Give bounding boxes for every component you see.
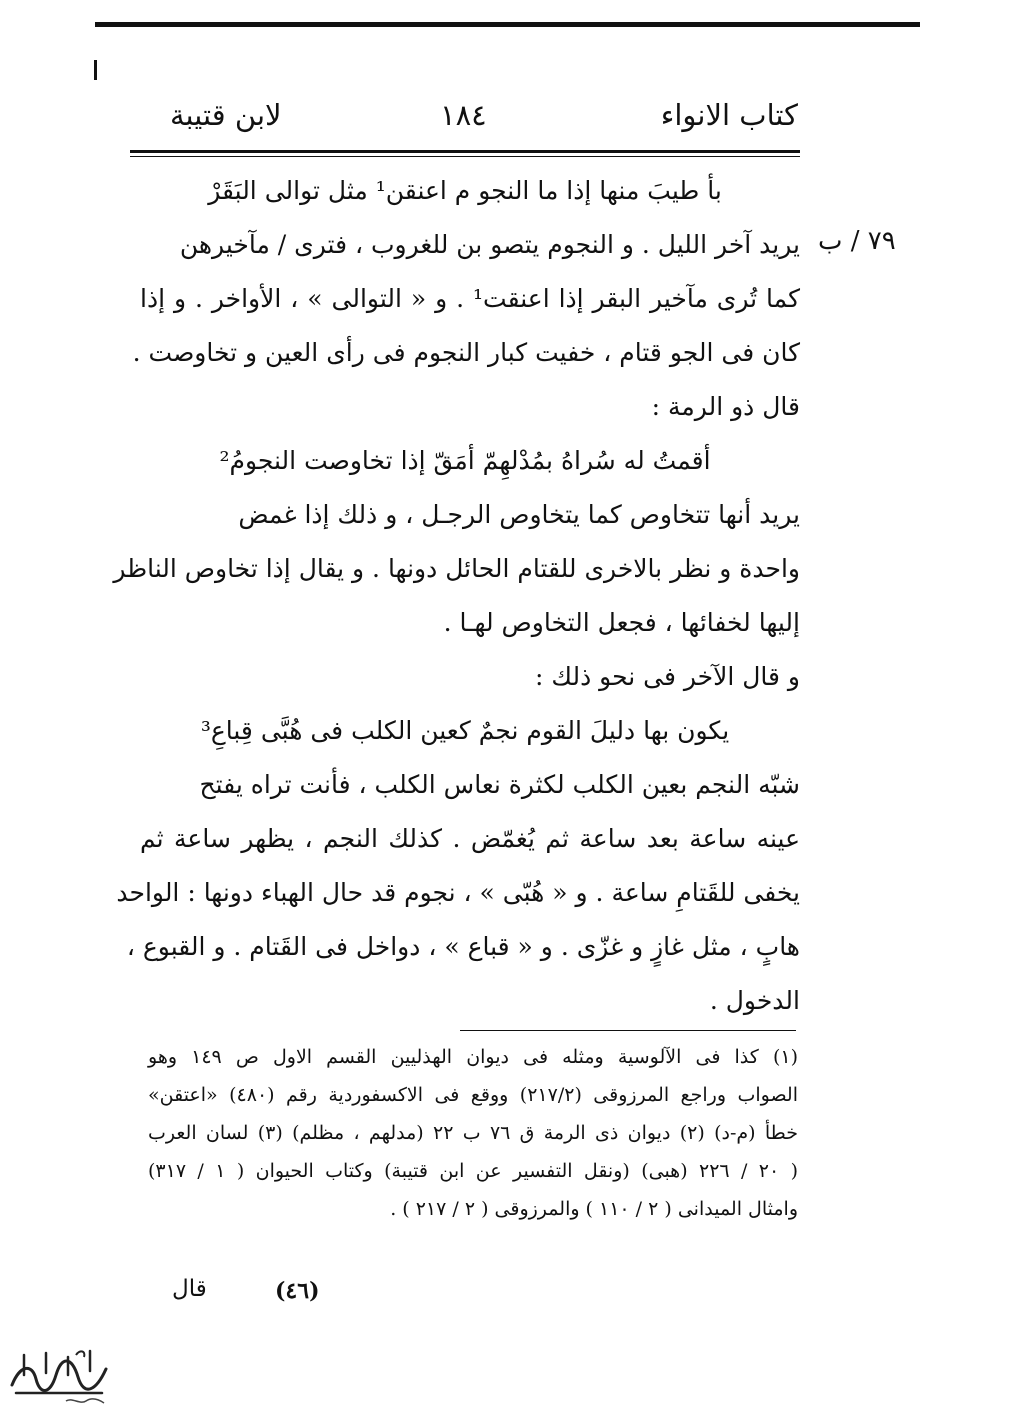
footnotes xyxy=(148,1040,798,1230)
main-text xyxy=(113,168,801,1032)
text-line: هابٍ ، مثل غازٍ و غزّى . و « قباع » ، دواخل فى القَتام . و القبوع ، xyxy=(126,932,800,961)
running-header xyxy=(130,98,798,148)
text-line: عينه ساعة بعد ساعة ثم يُغمّض . كذلك النجم ، يظهر ساعة ثم xyxy=(140,824,800,853)
footnote-separator xyxy=(460,1030,796,1031)
verse-line: بأ طيبَ منها إذا ما النجو م اعنقن¹ مثل توالى البَقَرْ xyxy=(208,176,722,205)
page-edge-mark xyxy=(94,60,97,80)
text-line: شبّه النجم بعين الكلب لكثرة نعاس الكلب ، فأنت تراه يفتح xyxy=(199,770,800,799)
footnote-line: وامثال الميدانى ( ٢ / ١١٠ ) والمرزوقى ( ٢ / ٢١٧ ) . xyxy=(390,1198,798,1220)
text-line: الدخول . xyxy=(709,986,800,1015)
header-rule-thin xyxy=(130,156,800,157)
catchword: قال xyxy=(172,1276,207,1302)
header-rule xyxy=(130,150,800,153)
text-line: واحدة و نظر بالاخرى للقتام الحائل دونها . و يقال إذا تخاوص الناظر xyxy=(113,554,800,583)
library-stamp-logo xyxy=(6,1345,114,1409)
text-line: كما تُرى مآخير البقر إذا اعنقت¹ . و « التوالى » ، الأواخر . و إذا xyxy=(140,284,801,313)
footnote-line: الصواب وراجع المرزوقى (٢١٧/٢) ووقع فى الاكسفوردية رقم (٤٨٠) «اعتقن» xyxy=(148,1084,798,1106)
footnote-line: خطأ (م-د) (٢) ديوان ذى الرمة ق ٧٦ ب ٢٢ (مدلهم ، مظلم) (٣) لسان العرب xyxy=(148,1122,798,1144)
text-line: يخفى للقَتامِ ساعة . و « هُبّى » ، نجوم قد حال الهباء دونها : الواحد xyxy=(116,878,800,907)
manuscript-folio-reference: ٧٩ / ب xyxy=(818,226,896,256)
footnote-line: ( ٢٠ / ٢٢٦ (هبى) (ونقل التفسير عن ابن قتيبة) وكتاب الحيوان ( ١ / ٣١٧) xyxy=(148,1160,799,1182)
text-line: كان فى الجو قتام ، خفيت كبار النجوم فى رأى العين و تخاوصت . xyxy=(132,338,800,367)
book-title: كتاب الانواء xyxy=(660,98,798,132)
verse-line: يكون بها دليلَ القوم نجمٌ كعين الكلب فى هُبَّى قِباعِ³ xyxy=(200,716,730,745)
page-number: ١٨٤ xyxy=(440,98,487,132)
text-line: و قال الآخر فى نحو ذلك : xyxy=(535,662,800,691)
author-name: لابن قتيبة xyxy=(170,98,282,132)
text-line: يريد آخر الليل . و النجوم يتصو بن للغروب ، فترى / مآخيرهن xyxy=(179,230,800,259)
verse-line: أقمتُ له سُراهُ بمُدْلهِمّ أمَقّ إذا تخاوصت النجومُ² xyxy=(219,446,711,475)
text-line: إليها لخفائها ، فجعل التخاوص لهـا . xyxy=(443,608,800,637)
top-rule xyxy=(95,22,920,27)
signature-number: (٤٦) xyxy=(275,1278,320,1304)
text-line: يريد أنها تتخاوص كما يتخاوص الرجـل ، و ذلك إذا غمض xyxy=(238,500,800,529)
text-line: قال ذو الرمة : xyxy=(651,392,800,421)
footnote-line: (١) كذا فى الآلوسية ومثله فى ديوان الهذليين القسم الاول ص ١٤٩ وهو xyxy=(148,1046,798,1068)
